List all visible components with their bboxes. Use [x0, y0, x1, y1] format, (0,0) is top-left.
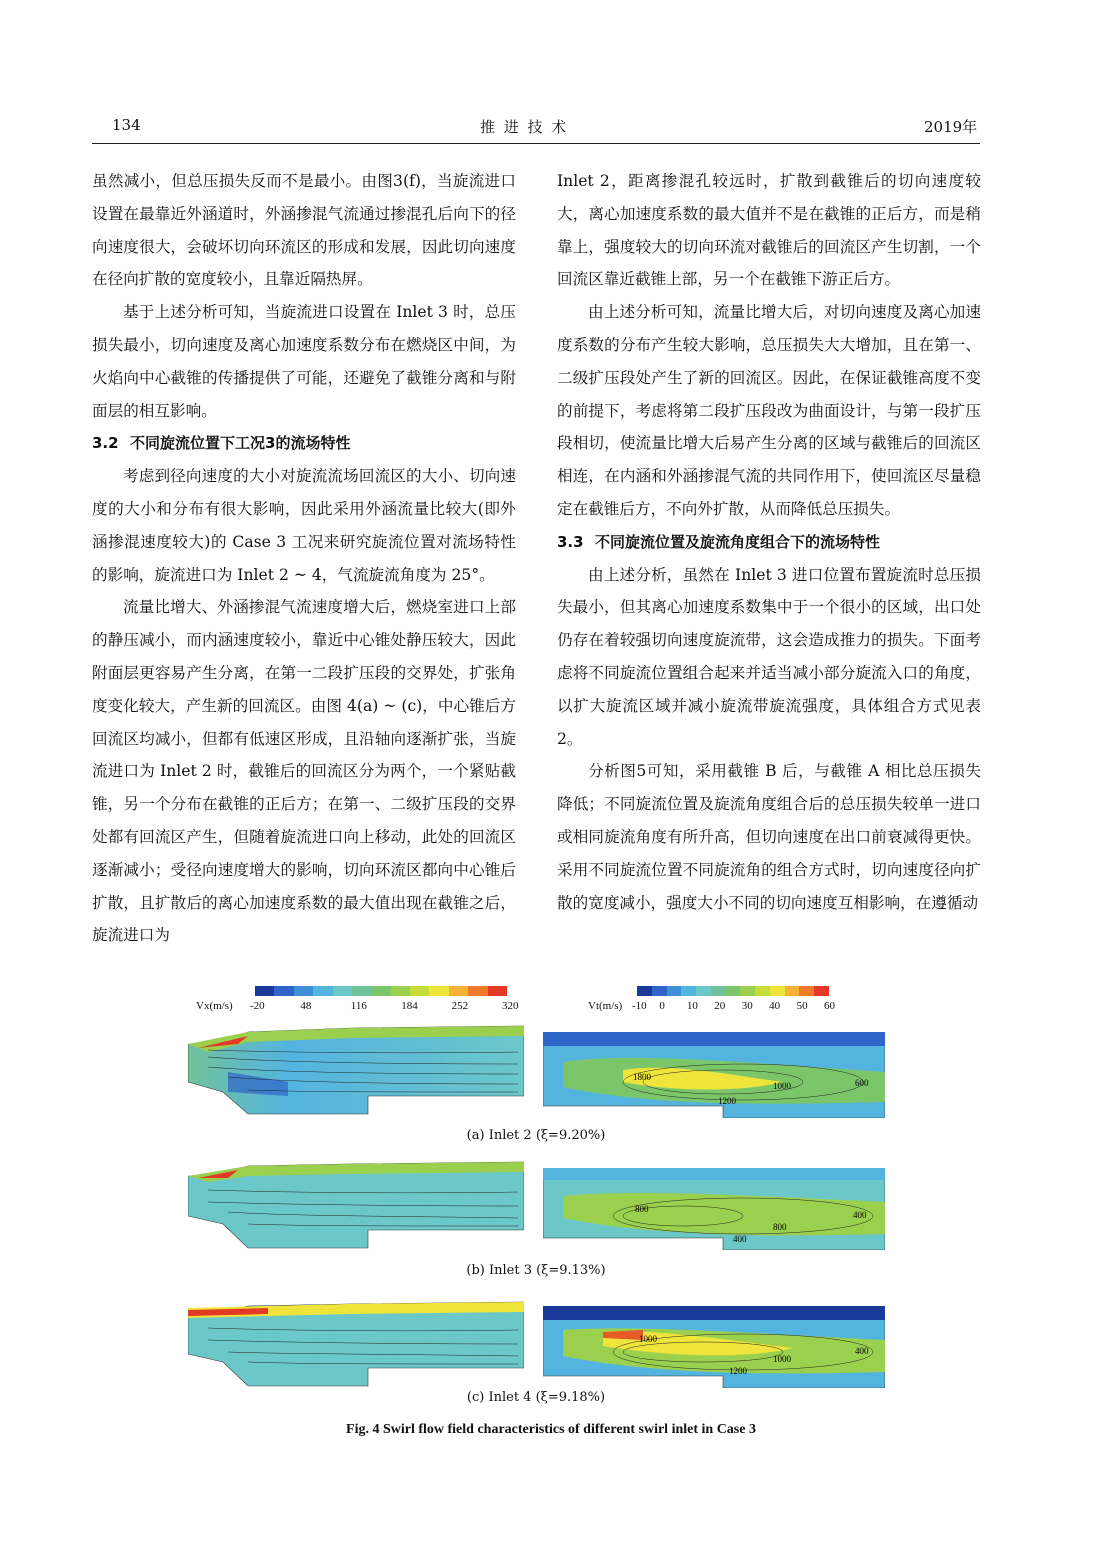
colorbar-swatch [799, 986, 814, 996]
colorbar-swatch [371, 986, 390, 996]
colorbar-swatch [410, 986, 429, 996]
colorbar-swatch [770, 986, 785, 996]
colorbar-tick-label: 116 [350, 1000, 367, 1012]
colorbar-tick-label: 48 [300, 1000, 312, 1012]
section-heading-3-2 [92, 427, 516, 460]
panel-caption: (a) Inlet 2 (ξ=9.20%) [466, 1128, 606, 1143]
colorbar-swatch [785, 986, 800, 996]
colorbar-swatch [814, 986, 829, 996]
contour-label: 800 [635, 1204, 649, 1214]
paragraph: 流量比增大、外涵掺混气流速度增大后，燃烧室进口上部的静压减小，而内涵速度较小，靠近中心锥处静压较大，因此附面层更容易产生分离，在第一二段扩压段的交界处，扩张角度变化较大，产生新的回流区。由图 4(a) ~ (c)，中心锥后方回流区均减小，但都有低速区形成，且沿轴向逐渐扩张，当旋流进口为 Inlet 2 时，截锥后的回流区分为两个，一个紧贴截锥，另一个分布在截锥的正后方；在第一、二级扩压段的交界处都有回流区产生，但随着旋流进口向上移动，此处的回流区逐渐减小；受径向速度增大的影响，切向环流区都向中心锥后扩散，且扩散后的离心加速度系数的最大值出现在截锥之后，旋流进口为 [92, 598, 516, 945]
colorbar-tick-label: 184 [401, 1000, 418, 1012]
colorbar-tick-label: 320 [502, 1000, 519, 1012]
colorbar-swatch [391, 986, 410, 996]
paragraph: 虽然减小，但总压损失反而不是最小。由图3(f)，当旋流进口设置在最靠近外涵道时，外涵掺混气流通过掺混孔后向下的径向速度很大，会破坏切向环流区的形成和发展，因此切向速度在径向扩散的宽度较小，且靠近隔热屏。 [92, 172, 516, 289]
tangential-field-panel-c [543, 1306, 885, 1388]
colorbar-tick-label: 30 [741, 1000, 753, 1012]
colorbar-swatch [488, 986, 507, 996]
colorbar-label-vt: Vt(m/s) [588, 1000, 623, 1012]
paragraph: 基于上述分析可知，当旋流进口设置在 Inlet 3 时，总压损失最小，切向速度及离心加速度系数分布在燃烧区中间，为火焰向中心截锥的传播提供了可能，还避免了截锥分离和与附面层的相互影响。 [92, 303, 516, 420]
colorbar-vx [255, 986, 523, 996]
tangential-field-panel-a [543, 1032, 885, 1118]
colorbar-swatch [352, 986, 371, 996]
contour-label: 1800 [633, 1072, 651, 1082]
contour-label: 800 [773, 1222, 787, 1232]
right-column [557, 165, 981, 919]
contour-label: 400 [853, 1210, 867, 1220]
velocity-field-panel-b [188, 1160, 524, 1250]
colorbar-swatch [294, 986, 313, 996]
contour-label: 400 [855, 1346, 869, 1356]
panel-caption: (c) Inlet 4 (ξ=9.18%) [466, 1390, 606, 1405]
tangential-field-panel-b [543, 1168, 885, 1250]
colorbar-swatch [667, 986, 682, 996]
paragraph: 考虑到径向速度的大小对旋流流场回流区的大小、切向速度的大小和分布有很大影响，因此采用外涵流量比较大(即外涵掺混速度较大)的 Case 3 工况来研究旋流位置对流场特性的影响，旋流进口为 Inlet 2 ~ 4，气流旋流角度为 25°。 [92, 467, 516, 584]
colorbar-swatch [429, 986, 448, 996]
header-rule [92, 143, 980, 144]
colorbar-swatch [755, 986, 770, 996]
paragraph: 分析图5可知，采用截锥 B 后，与截锥 A 相比总压损失降低；不同旋流位置及旋流角度组合后的总压损失较单一进口或相同旋流角度有所升高，但切向速度在出口前衰减得更快。采用不同旋流位置不同旋流角的组合方式时，切向速度径向扩散的宽度减小，强度大小不同的切向速度互相影响，在遵循动 [557, 762, 981, 912]
colorbar-swatch [696, 986, 711, 996]
paragraph: 由上述分析，虽然在 Inlet 3 进口位置布置旋流时总压损失最小，但其离心加速度系数集中于一个很小的区域，出口处仍存在着较强切向速度旋流带，这会造成推力的损失。下面考虑将不同旋流位置组合起来并适当减小部分旋流入口的角度，以扩大旋流区域并减小旋流带旋流强度，具体组合方式见表2。 [557, 565, 981, 748]
section-number: 3.2 [92, 434, 119, 453]
contour-label: 1200 [729, 1366, 747, 1376]
colorbar-swatch [740, 986, 755, 996]
colorbar-tick-label: 252 [451, 1000, 469, 1012]
contour-label: 1000 [639, 1334, 657, 1344]
section-heading-3-3 [557, 526, 981, 559]
colorbar-tick-label: 10 [686, 1000, 698, 1012]
colorbar-swatch [274, 986, 293, 996]
panel-caption: (b) Inlet 3 (ξ=9.13%) [466, 1263, 606, 1278]
colorbar-vt [637, 986, 843, 996]
contour-label: 1000 [773, 1081, 791, 1091]
colorbar-swatch [468, 986, 487, 996]
colorbar-label-vx: Vx(m/s) [196, 1000, 233, 1012]
paragraph: Inlet 2，距离掺混孔较远时，扩散到截锥后的切向速度较大，离心加速度系数的最大值并不是在截锥的正后方，而是稍靠上，强度较大的切向环流对截锥后的回流区产生切割，一个回流区靠近截锥上部，另一个在截锥下游正后方。 [557, 172, 981, 289]
page-number: 134 [112, 116, 141, 134]
colorbar-swatch [637, 986, 652, 996]
colorbar-swatch [652, 986, 667, 996]
velocity-field-panel-c [188, 1300, 524, 1388]
colorbar-swatch [726, 986, 741, 996]
colorbar-swatch [313, 986, 332, 996]
colorbar-swatch [449, 986, 468, 996]
colorbar-tick-label: -20 [250, 1000, 265, 1012]
section-title: 不同旋流位置及旋流角度组合下的流场特性 [595, 532, 881, 551]
section-number: 3.3 [557, 532, 584, 551]
colorbar-tick-label: -10 [632, 1000, 647, 1012]
colorbar-swatch [711, 986, 726, 996]
colorbar-tick-label: 0 [659, 1000, 665, 1012]
contour-label: 600 [855, 1078, 869, 1088]
colorbar-tick-label: 50 [796, 1000, 808, 1012]
section-title: 不同旋流位置下工况3的流场特性 [130, 434, 351, 453]
figure-caption: Fig. 4 Swirl flow field characteristics of different swirl inlet in Case 3 [346, 1422, 756, 1437]
colorbar-swatch [333, 986, 352, 996]
colorbar-swatch [681, 986, 696, 996]
journal-name: 推 进 技 术 [480, 118, 569, 136]
paragraph: 由上述分析可知，流量比增大后，对切向速度及离心加速度系数的分布产生较大影响，总压损失大大增加，且在第一、二级扩压段处产生了新的回流区。因此，在保证截锥高度不变的前提下，考虑将第二段扩压段改为曲面设计，与第一段扩压段相切，使流量比增大后易产生分离的区域与截锥后的回流区相连，在内涵和外涵掺混气流的共同作用下，使回流区尽量稳定在截锥后方，不向外扩散，从而降低总压损失。 [557, 303, 981, 518]
left-column [92, 165, 516, 952]
velocity-field-panel-a [188, 1022, 524, 1118]
colorbar-tick-label: 40 [769, 1000, 781, 1012]
colorbar-tick-label: 60 [824, 1000, 835, 1012]
contour-label: 400 [733, 1234, 747, 1244]
colorbar-swatch [255, 986, 274, 996]
contour-label: 1200 [718, 1096, 736, 1106]
colorbar-tick-label: 20 [714, 1000, 726, 1012]
contour-label: 1000 [773, 1354, 791, 1364]
year: 2019年 [924, 118, 978, 136]
